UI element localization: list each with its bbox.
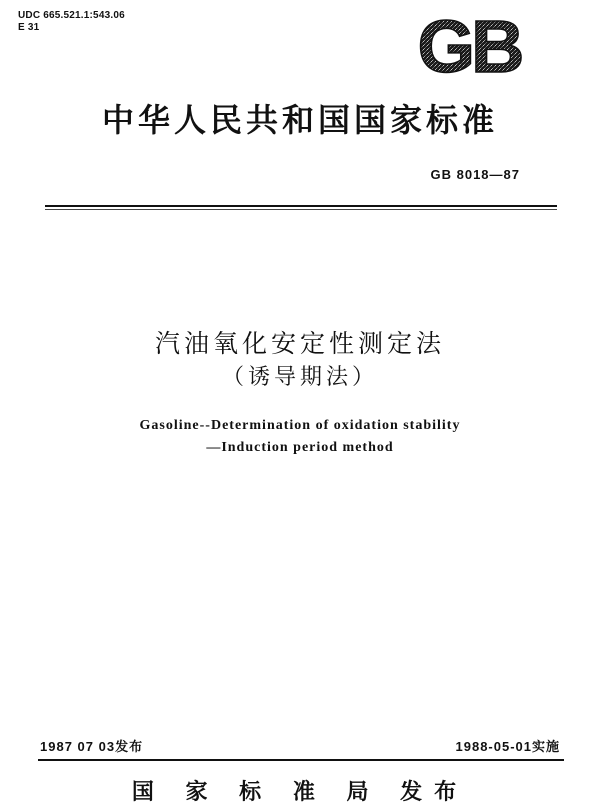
implementation-date: 1988-05-01实施 (455, 739, 560, 754)
gb-logo (408, 8, 530, 80)
gb-logo-text: GB (417, 8, 521, 80)
header-rule-thin (45, 209, 557, 210)
udc-block (18, 10, 125, 34)
subtitle-english: —Induction period method (206, 440, 394, 455)
classification-code: E 31 (18, 22, 40, 33)
standard-number: GB 8018—87 (430, 167, 520, 182)
issue-date: 1987 07 03发布 (40, 739, 144, 754)
title-chinese: 汽油氧化安定性测定法 (154, 329, 445, 358)
organization-title: 中华人民共和国国家标准 (101, 101, 498, 139)
udc-code: UDC 665.521.1:543.06 (18, 10, 125, 21)
publisher: 国 家 标 准 局 发布 (131, 780, 469, 805)
header-rule (45, 205, 557, 207)
subtitle-chinese: （诱导期法） (221, 365, 378, 390)
footer-rule (38, 759, 564, 761)
title-english: Gasoline--Determination of oxidation stability (139, 418, 461, 433)
